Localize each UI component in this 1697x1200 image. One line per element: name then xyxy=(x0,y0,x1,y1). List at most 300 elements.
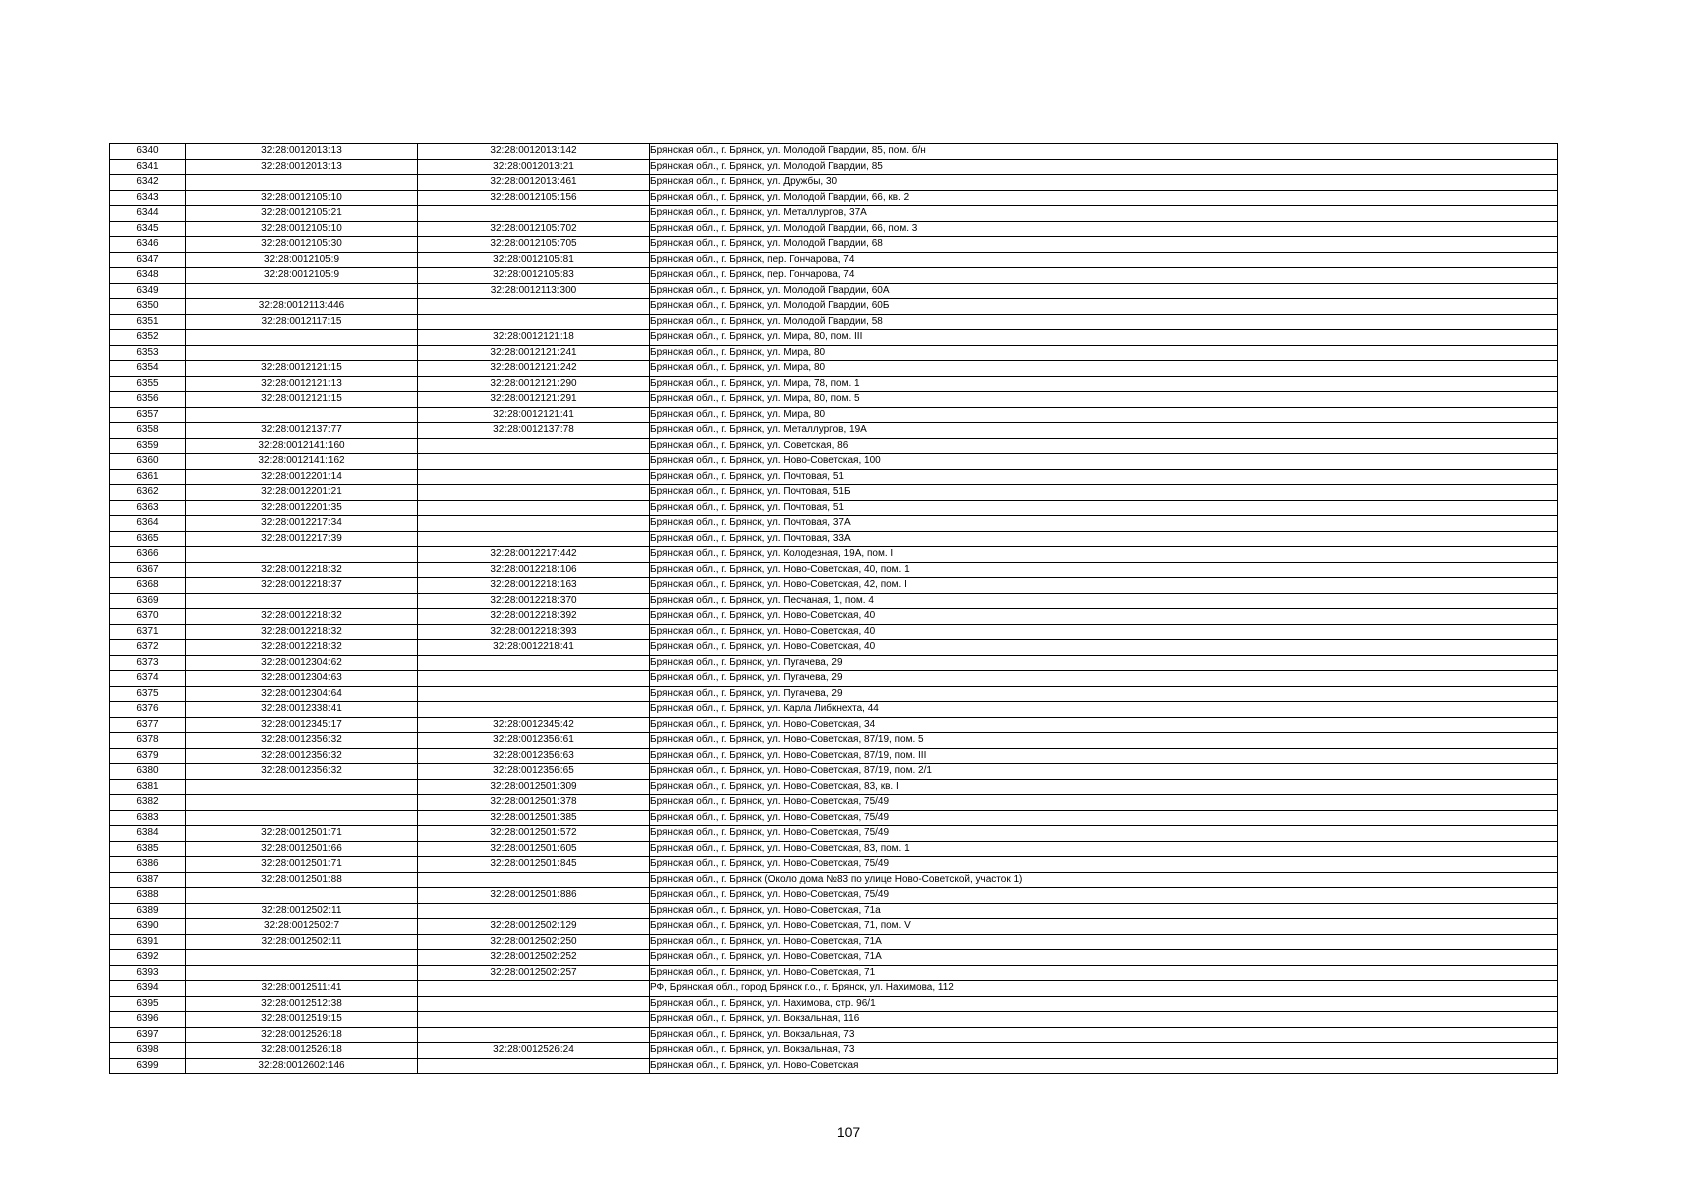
row-number-cell: 6344 xyxy=(110,206,186,222)
building-cadastral-number-cell: 32:28:0012526:24 xyxy=(418,1043,650,1059)
row-number-cell: 6342 xyxy=(110,175,186,191)
land-plot-cadastral-number-cell xyxy=(186,810,418,826)
address-cell: Брянская обл., г. Брянск, ул. Мира, 80 xyxy=(650,407,1558,423)
row-number-cell: 6398 xyxy=(110,1043,186,1059)
building-cadastral-number-cell xyxy=(418,996,650,1012)
land-plot-cadastral-number-cell xyxy=(186,345,418,361)
row-number-cell: 6349 xyxy=(110,283,186,299)
row-number-cell: 6375 xyxy=(110,686,186,702)
land-plot-cadastral-number-cell xyxy=(186,407,418,423)
land-plot-cadastral-number-cell: 32:28:0012519:15 xyxy=(186,1012,418,1028)
building-cadastral-number-cell: 32:28:0012501:886 xyxy=(418,888,650,904)
row-number-cell: 6363 xyxy=(110,500,186,516)
row-number-cell: 6347 xyxy=(110,252,186,268)
table-row xyxy=(110,965,1558,981)
land-plot-cadastral-number-cell: 32:28:0012356:32 xyxy=(186,733,418,749)
address-cell: Брянская обл., г. Брянск, ул. Металлургов, 37А xyxy=(650,206,1558,222)
building-cadastral-number-cell xyxy=(418,686,650,702)
row-number-cell: 6384 xyxy=(110,826,186,842)
address-cell: Брянская обл., г. Брянск, ул. Мира, 80, пом. III xyxy=(650,330,1558,346)
building-cadastral-number-cell xyxy=(418,702,650,718)
table-row xyxy=(110,609,1558,625)
address-cell: Брянская обл., г. Брянск, ул. Молодой Гвардии, 66, кв. 2 xyxy=(650,190,1558,206)
building-cadastral-number-cell: 32:28:0012105:705 xyxy=(418,237,650,253)
address-cell: Брянская обл., г. Брянск, ул. Молодой Гвардии, 85, пом. б/н xyxy=(650,144,1558,160)
address-cell: Брянская обл., г. Брянск, ул. Молодой Гвардии, 66, пом. 3 xyxy=(650,221,1558,237)
table-row xyxy=(110,206,1558,222)
table-row xyxy=(110,562,1558,578)
table-row xyxy=(110,919,1558,935)
building-cadastral-number-cell: 32:28:0012121:291 xyxy=(418,392,650,408)
building-cadastral-number-cell: 32:28:0012501:385 xyxy=(418,810,650,826)
building-cadastral-number-cell: 32:28:0012121:41 xyxy=(418,407,650,423)
address-cell: Брянская обл., г. Брянск, ул. Мира, 80, пом. 5 xyxy=(650,392,1558,408)
land-plot-cadastral-number-cell: 32:28:0012218:32 xyxy=(186,640,418,656)
row-number-cell: 6396 xyxy=(110,1012,186,1028)
land-plot-cadastral-number-cell xyxy=(186,888,418,904)
building-cadastral-number-cell xyxy=(418,454,650,470)
land-plot-cadastral-number-cell: 32:28:0012218:32 xyxy=(186,562,418,578)
building-cadastral-number-cell: 32:28:0012105:156 xyxy=(418,190,650,206)
building-cadastral-number-cell xyxy=(418,655,650,671)
row-number-cell: 6362 xyxy=(110,485,186,501)
building-cadastral-number-cell: 32:28:0012121:242 xyxy=(418,361,650,377)
address-cell: Брянская обл., г. Брянск, ул. Ново-Советская, 34 xyxy=(650,717,1558,733)
building-cadastral-number-cell: 32:28:0012013:21 xyxy=(418,159,650,175)
address-cell: Брянская обл., г. Брянск, ул. Ново-Советская, 75/49 xyxy=(650,795,1558,811)
row-number-cell: 6364 xyxy=(110,516,186,532)
row-number-cell: 6381 xyxy=(110,779,186,795)
building-cadastral-number-cell xyxy=(418,872,650,888)
table-row xyxy=(110,872,1558,888)
building-cadastral-number-cell: 32:28:0012501:605 xyxy=(418,841,650,857)
table-row xyxy=(110,717,1558,733)
land-plot-cadastral-number-cell: 32:28:0012512:38 xyxy=(186,996,418,1012)
table-row xyxy=(110,888,1558,904)
row-number-cell: 6371 xyxy=(110,624,186,640)
building-cadastral-number-cell xyxy=(418,469,650,485)
land-plot-cadastral-number-cell: 32:28:0012105:21 xyxy=(186,206,418,222)
row-number-cell: 6372 xyxy=(110,640,186,656)
table-row xyxy=(110,841,1558,857)
building-cadastral-number-cell: 32:28:0012137:78 xyxy=(418,423,650,439)
row-number-cell: 6387 xyxy=(110,872,186,888)
land-plot-cadastral-number-cell xyxy=(186,593,418,609)
row-number-cell: 6352 xyxy=(110,330,186,346)
address-cell: Брянская обл., г. Брянск, ул. Почтовая, 51 xyxy=(650,469,1558,485)
building-cadastral-number-cell: 32:28:0012105:81 xyxy=(418,252,650,268)
table-row xyxy=(110,531,1558,547)
building-cadastral-number-cell: 32:28:0012502:252 xyxy=(418,950,650,966)
land-plot-cadastral-number-cell: 32:28:0012121:15 xyxy=(186,361,418,377)
land-plot-cadastral-number-cell: 32:28:0012501:66 xyxy=(186,841,418,857)
address-cell: Брянская обл., г. Брянск, ул. Ново-Советская, 83, пом. 1 xyxy=(650,841,1558,857)
land-plot-cadastral-number-cell: 32:28:0012356:32 xyxy=(186,764,418,780)
row-number-cell: 6368 xyxy=(110,578,186,594)
table-row xyxy=(110,469,1558,485)
address-cell: Брянская обл., г. Брянск, ул. Почтовая, 51Б xyxy=(650,485,1558,501)
address-cell: Брянская обл., г. Брянск, ул. Молодой Гвардии, 58 xyxy=(650,314,1558,330)
land-plot-cadastral-number-cell: 32:28:0012511:41 xyxy=(186,981,418,997)
land-plot-cadastral-number-cell: 32:28:0012137:77 xyxy=(186,423,418,439)
land-plot-cadastral-number-cell: 32:28:0012013:13 xyxy=(186,144,418,160)
land-plot-cadastral-number-cell: 32:28:0012526:18 xyxy=(186,1027,418,1043)
row-number-cell: 6361 xyxy=(110,469,186,485)
table-row xyxy=(110,252,1558,268)
building-cadastral-number-cell: 32:28:0012218:393 xyxy=(418,624,650,640)
registry-table-body xyxy=(110,144,1558,1074)
land-plot-cadastral-number-cell: 32:28:0012105:9 xyxy=(186,268,418,284)
address-cell: Брянская обл., г. Брянск, ул. Ново-Советская, 75/49 xyxy=(650,826,1558,842)
land-plot-cadastral-number-cell: 32:28:0012121:13 xyxy=(186,376,418,392)
address-cell: Брянская обл., г. Брянск, ул. Ново-Советская, 71а xyxy=(650,903,1558,919)
table-row xyxy=(110,624,1558,640)
table-row xyxy=(110,237,1558,253)
table-row xyxy=(110,423,1558,439)
building-cadastral-number-cell: 32:28:0012121:18 xyxy=(418,330,650,346)
building-cadastral-number-cell xyxy=(418,1012,650,1028)
table-row xyxy=(110,981,1558,997)
row-number-cell: 6373 xyxy=(110,655,186,671)
table-row xyxy=(110,903,1558,919)
building-cadastral-number-cell: 32:28:0012113:300 xyxy=(418,283,650,299)
address-cell: Брянская обл., г. Брянск, ул. Ново-Советская, 40 xyxy=(650,609,1558,625)
row-number-cell: 6369 xyxy=(110,593,186,609)
building-cadastral-number-cell xyxy=(418,531,650,547)
building-cadastral-number-cell: 32:28:0012218:370 xyxy=(418,593,650,609)
table-row xyxy=(110,407,1558,423)
table-row xyxy=(110,702,1558,718)
building-cadastral-number-cell: 32:28:0012013:142 xyxy=(418,144,650,160)
building-cadastral-number-cell: 32:28:0012121:290 xyxy=(418,376,650,392)
land-plot-cadastral-number-cell: 32:28:0012013:13 xyxy=(186,159,418,175)
building-cadastral-number-cell: 32:28:0012502:250 xyxy=(418,934,650,950)
table-row xyxy=(110,733,1558,749)
land-plot-cadastral-number-cell: 32:28:0012501:88 xyxy=(186,872,418,888)
row-number-cell: 6380 xyxy=(110,764,186,780)
table-row xyxy=(110,1043,1558,1059)
table-row xyxy=(110,376,1558,392)
address-cell: Брянская обл., г. Брянск, ул. Металлургов, 19А xyxy=(650,423,1558,439)
address-cell: Брянская обл., г. Брянск, пер. Гончарова, 74 xyxy=(650,268,1558,284)
table-row xyxy=(110,826,1558,842)
address-cell: Брянская обл., г. Брянск, ул. Ново-Советская, 71А xyxy=(650,934,1558,950)
table-row xyxy=(110,671,1558,687)
land-plot-cadastral-number-cell xyxy=(186,283,418,299)
land-plot-cadastral-number-cell: 32:28:0012201:14 xyxy=(186,469,418,485)
row-number-cell: 6379 xyxy=(110,748,186,764)
table-row xyxy=(110,361,1558,377)
row-number-cell: 6378 xyxy=(110,733,186,749)
land-plot-cadastral-number-cell: 32:28:0012218:32 xyxy=(186,609,418,625)
row-number-cell: 6382 xyxy=(110,795,186,811)
land-plot-cadastral-number-cell: 32:28:0012526:18 xyxy=(186,1043,418,1059)
row-number-cell: 6367 xyxy=(110,562,186,578)
address-cell: Брянская обл., г. Брянск, ул. Дружбы, 30 xyxy=(650,175,1558,191)
table-row xyxy=(110,779,1558,795)
address-cell: Брянская обл., г. Брянск, ул. Пугачева, 29 xyxy=(650,686,1558,702)
address-cell: Брянская обл., г. Брянск, ул. Ново-Советская, 71 xyxy=(650,965,1558,981)
page-number: 107 xyxy=(836,1124,861,1140)
address-cell: Брянская обл., г. Брянск, ул. Молодой Гвардии, 60Б xyxy=(650,299,1558,315)
row-number-cell: 6365 xyxy=(110,531,186,547)
address-cell: РФ, Брянская обл., город Брянск г.о., г. Брянск, ул. Нахимова, 112 xyxy=(650,981,1558,997)
row-number-cell: 6359 xyxy=(110,438,186,454)
row-number-cell: 6350 xyxy=(110,299,186,315)
cadastral-registry-table xyxy=(109,143,1558,1074)
building-cadastral-number-cell: 32:28:0012218:163 xyxy=(418,578,650,594)
address-cell: Брянская обл., г. Брянск, ул. Мира, 80 xyxy=(650,361,1558,377)
land-plot-cadastral-number-cell: 32:28:0012501:71 xyxy=(186,857,418,873)
address-cell: Брянская обл., г. Брянск, ул. Колодезная, 19А, пом. I xyxy=(650,547,1558,563)
row-number-cell: 6356 xyxy=(110,392,186,408)
row-number-cell: 6391 xyxy=(110,934,186,950)
address-cell: Брянская обл., г. Брянск, ул. Ново-Советская, 75/49 xyxy=(650,888,1558,904)
address-cell: Брянская обл., г. Брянск, ул. Песчаная, 1, пом. 4 xyxy=(650,593,1558,609)
building-cadastral-number-cell: 32:28:0012356:63 xyxy=(418,748,650,764)
building-cadastral-number-cell xyxy=(418,516,650,532)
building-cadastral-number-cell: 32:28:0012345:42 xyxy=(418,717,650,733)
building-cadastral-number-cell: 32:28:0012502:129 xyxy=(418,919,650,935)
address-cell: Брянская обл., г. Брянск, ул. Ново-Советская, 40 xyxy=(650,640,1558,656)
building-cadastral-number-cell xyxy=(418,314,650,330)
table-row xyxy=(110,578,1558,594)
building-cadastral-number-cell: 32:28:0012218:392 xyxy=(418,609,650,625)
table-row xyxy=(110,516,1558,532)
address-cell: Брянская обл., г. Брянск, ул. Ново-Советская, 75/49 xyxy=(650,810,1558,826)
row-number-cell: 6390 xyxy=(110,919,186,935)
table-row xyxy=(110,190,1558,206)
land-plot-cadastral-number-cell: 32:28:0012602:146 xyxy=(186,1058,418,1074)
address-cell: Брянская обл., г. Брянск, ул. Молодой Гвардии, 60А xyxy=(650,283,1558,299)
land-plot-cadastral-number-cell: 32:28:0012218:37 xyxy=(186,578,418,594)
table-row xyxy=(110,299,1558,315)
building-cadastral-number-cell: 32:28:0012013:461 xyxy=(418,175,650,191)
row-number-cell: 6360 xyxy=(110,454,186,470)
address-cell: Брянская обл., г. Брянск, ул. Почтовая, 37А xyxy=(650,516,1558,532)
building-cadastral-number-cell xyxy=(418,981,650,997)
row-number-cell: 6388 xyxy=(110,888,186,904)
building-cadastral-number-cell: 32:28:0012501:378 xyxy=(418,795,650,811)
table-row xyxy=(110,996,1558,1012)
land-plot-cadastral-number-cell: 32:28:0012304:62 xyxy=(186,655,418,671)
building-cadastral-number-cell: 32:28:0012218:106 xyxy=(418,562,650,578)
table-row xyxy=(110,392,1558,408)
land-plot-cadastral-number-cell: 32:28:0012338:41 xyxy=(186,702,418,718)
row-number-cell: 6392 xyxy=(110,950,186,966)
row-number-cell: 6340 xyxy=(110,144,186,160)
land-plot-cadastral-number-cell xyxy=(186,965,418,981)
table-row xyxy=(110,547,1558,563)
land-plot-cadastral-number-cell: 32:28:0012356:32 xyxy=(186,748,418,764)
land-plot-cadastral-number-cell: 32:28:0012141:160 xyxy=(186,438,418,454)
address-cell: Брянская обл., г. Брянск, ул. Ново-Советская xyxy=(650,1058,1558,1074)
land-plot-cadastral-number-cell: 32:28:0012113:446 xyxy=(186,299,418,315)
building-cadastral-number-cell: 32:28:0012502:257 xyxy=(418,965,650,981)
row-number-cell: 6343 xyxy=(110,190,186,206)
table-row xyxy=(110,144,1558,160)
row-number-cell: 6366 xyxy=(110,547,186,563)
building-cadastral-number-cell xyxy=(418,1058,650,1074)
building-cadastral-number-cell: 32:28:0012501:572 xyxy=(418,826,650,842)
address-cell: Брянская обл., г. Брянск, ул. Пугачева, 29 xyxy=(650,671,1558,687)
land-plot-cadastral-number-cell: 32:28:0012141:162 xyxy=(186,454,418,470)
building-cadastral-number-cell xyxy=(418,671,650,687)
row-number-cell: 6353 xyxy=(110,345,186,361)
table-row xyxy=(110,748,1558,764)
table-row xyxy=(110,454,1558,470)
table-row xyxy=(110,345,1558,361)
row-number-cell: 6348 xyxy=(110,268,186,284)
address-cell: Брянская обл., г. Брянск, ул. Ново-Советская, 71, пом. V xyxy=(650,919,1558,935)
building-cadastral-number-cell: 32:28:0012356:65 xyxy=(418,764,650,780)
row-number-cell: 6346 xyxy=(110,237,186,253)
address-cell: Брянская обл., г. Брянск, ул. Ново-Советская, 40, пом. 1 xyxy=(650,562,1558,578)
address-cell: Брянская обл., г. Брянск, ул. Карла Либкнехта, 44 xyxy=(650,702,1558,718)
row-number-cell: 6358 xyxy=(110,423,186,439)
address-cell: Брянская обл., г. Брянск, ул. Почтовая, 33А xyxy=(650,531,1558,547)
address-cell: Брянская обл., г. Брянск, ул. Советская, 86 xyxy=(650,438,1558,454)
building-cadastral-number-cell xyxy=(418,485,650,501)
address-cell: Брянская обл., г. Брянск, пер. Гончарова, 74 xyxy=(650,252,1558,268)
address-cell: Брянская обл., г. Брянск, ул. Ново-Советская, 87/19, пом. III xyxy=(650,748,1558,764)
building-cadastral-number-cell: 32:28:0012217:442 xyxy=(418,547,650,563)
table-row xyxy=(110,500,1558,516)
row-number-cell: 6376 xyxy=(110,702,186,718)
address-cell: Брянская обл., г. Брянск, ул. Мира, 80 xyxy=(650,345,1558,361)
land-plot-cadastral-number-cell: 32:28:0012218:32 xyxy=(186,624,418,640)
row-number-cell: 6345 xyxy=(110,221,186,237)
row-number-cell: 6351 xyxy=(110,314,186,330)
row-number-cell: 6395 xyxy=(110,996,186,1012)
address-cell: Брянская обл., г. Брянск (Около дома №83 по улице Ново-Советской, участок 1) xyxy=(650,872,1558,888)
table-row xyxy=(110,438,1558,454)
address-cell: Брянская обл., г. Брянск, ул. Ново-Советская, 42, пом. I xyxy=(650,578,1558,594)
building-cadastral-number-cell xyxy=(418,438,650,454)
building-cadastral-number-cell xyxy=(418,500,650,516)
address-cell: Брянская обл., г. Брянск, ул. Нахимова, стр. 96/1 xyxy=(650,996,1558,1012)
building-cadastral-number-cell: 32:28:0012105:702 xyxy=(418,221,650,237)
land-plot-cadastral-number-cell: 32:28:0012217:39 xyxy=(186,531,418,547)
table-row xyxy=(110,934,1558,950)
row-number-cell: 6377 xyxy=(110,717,186,733)
table-row xyxy=(110,640,1558,656)
row-number-cell: 6355 xyxy=(110,376,186,392)
row-number-cell: 6397 xyxy=(110,1027,186,1043)
land-plot-cadastral-number-cell: 32:28:0012345:17 xyxy=(186,717,418,733)
address-cell: Брянская обл., г. Брянск, ул. Ново-Советская, 87/19, пом. 5 xyxy=(650,733,1558,749)
table-row xyxy=(110,314,1558,330)
building-cadastral-number-cell xyxy=(418,206,650,222)
land-plot-cadastral-number-cell xyxy=(186,950,418,966)
building-cadastral-number-cell: 32:28:0012356:61 xyxy=(418,733,650,749)
table-row xyxy=(110,175,1558,191)
building-cadastral-number-cell: 32:28:0012121:241 xyxy=(418,345,650,361)
row-number-cell: 6341 xyxy=(110,159,186,175)
table-row xyxy=(110,810,1558,826)
table-row xyxy=(110,1058,1558,1074)
land-plot-cadastral-number-cell xyxy=(186,330,418,346)
land-plot-cadastral-number-cell: 32:28:0012304:63 xyxy=(186,671,418,687)
table-row xyxy=(110,950,1558,966)
table-row xyxy=(110,686,1558,702)
land-plot-cadastral-number-cell: 32:28:0012502:11 xyxy=(186,934,418,950)
table-row xyxy=(110,764,1558,780)
address-cell: Брянская обл., г. Брянск, ул. Ново-Советская, 83, кв. I xyxy=(650,779,1558,795)
land-plot-cadastral-number-cell: 32:28:0012105:10 xyxy=(186,190,418,206)
table-row xyxy=(110,857,1558,873)
table-row xyxy=(110,159,1558,175)
table-row xyxy=(110,485,1558,501)
table-row xyxy=(110,283,1558,299)
land-plot-cadastral-number-cell: 32:28:0012105:9 xyxy=(186,252,418,268)
land-plot-cadastral-number-cell: 32:28:0012105:10 xyxy=(186,221,418,237)
address-cell: Брянская обл., г. Брянск, ул. Ново-Советская, 75/49 xyxy=(650,857,1558,873)
land-plot-cadastral-number-cell: 32:28:0012117:15 xyxy=(186,314,418,330)
row-number-cell: 6389 xyxy=(110,903,186,919)
land-plot-cadastral-number-cell xyxy=(186,779,418,795)
table-row xyxy=(110,795,1558,811)
address-cell: Брянская обл., г. Брянск, ул. Вокзальная, 73 xyxy=(650,1027,1558,1043)
table-row xyxy=(110,655,1558,671)
building-cadastral-number-cell xyxy=(418,903,650,919)
row-number-cell: 6383 xyxy=(110,810,186,826)
address-cell: Брянская обл., г. Брянск, ул. Вокзальная, 116 xyxy=(650,1012,1558,1028)
row-number-cell: 6357 xyxy=(110,407,186,423)
address-cell: Брянская обл., г. Брянск, ул. Пугачева, 29 xyxy=(650,655,1558,671)
land-plot-cadastral-number-cell: 32:28:0012501:71 xyxy=(186,826,418,842)
row-number-cell: 6370 xyxy=(110,609,186,625)
row-number-cell: 6394 xyxy=(110,981,186,997)
land-plot-cadastral-number-cell: 32:28:0012217:34 xyxy=(186,516,418,532)
address-cell: Брянская обл., г. Брянск, ул. Почтовая, 51 xyxy=(650,500,1558,516)
address-cell: Брянская обл., г. Брянск, ул. Мира, 78, пом. 1 xyxy=(650,376,1558,392)
row-number-cell: 6399 xyxy=(110,1058,186,1074)
building-cadastral-number-cell: 32:28:0012105:83 xyxy=(418,268,650,284)
table-row xyxy=(110,1027,1558,1043)
land-plot-cadastral-number-cell: 32:28:0012304:64 xyxy=(186,686,418,702)
building-cadastral-number-cell xyxy=(418,299,650,315)
land-plot-cadastral-number-cell: 32:28:0012105:30 xyxy=(186,237,418,253)
land-plot-cadastral-number-cell: 32:28:0012201:21 xyxy=(186,485,418,501)
land-plot-cadastral-number-cell: 32:28:0012502:7 xyxy=(186,919,418,935)
table-row xyxy=(110,1012,1558,1028)
building-cadastral-number-cell: 32:28:0012218:41 xyxy=(418,640,650,656)
address-cell: Брянская обл., г. Брянск, ул. Ново-Советская, 100 xyxy=(650,454,1558,470)
land-plot-cadastral-number-cell: 32:28:0012121:15 xyxy=(186,392,418,408)
address-cell: Брянская обл., г. Брянск, ул. Ново-Советская, 71А xyxy=(650,950,1558,966)
address-cell: Брянская обл., г. Брянск, ул. Вокзальная, 73 xyxy=(650,1043,1558,1059)
land-plot-cadastral-number-cell xyxy=(186,795,418,811)
row-number-cell: 6374 xyxy=(110,671,186,687)
land-plot-cadastral-number-cell: 32:28:0012502:11 xyxy=(186,903,418,919)
building-cadastral-number-cell: 32:28:0012501:309 xyxy=(418,779,650,795)
address-cell: Брянская обл., г. Брянск, ул. Молодой Гвардии, 85 xyxy=(650,159,1558,175)
address-cell: Брянская обл., г. Брянск, ул. Молодой Гвардии, 68 xyxy=(650,237,1558,253)
building-cadastral-number-cell: 32:28:0012501:845 xyxy=(418,857,650,873)
address-cell: Брянская обл., г. Брянск, ул. Ново-Советская, 87/19, пом. 2/1 xyxy=(650,764,1558,780)
land-plot-cadastral-number-cell xyxy=(186,175,418,191)
building-cadastral-number-cell xyxy=(418,1027,650,1043)
row-number-cell: 6354 xyxy=(110,361,186,377)
row-number-cell: 6385 xyxy=(110,841,186,857)
land-plot-cadastral-number-cell: 32:28:0012201:35 xyxy=(186,500,418,516)
table-row xyxy=(110,268,1558,284)
row-number-cell: 6393 xyxy=(110,965,186,981)
table-row xyxy=(110,330,1558,346)
table-row xyxy=(110,221,1558,237)
land-plot-cadastral-number-cell xyxy=(186,547,418,563)
